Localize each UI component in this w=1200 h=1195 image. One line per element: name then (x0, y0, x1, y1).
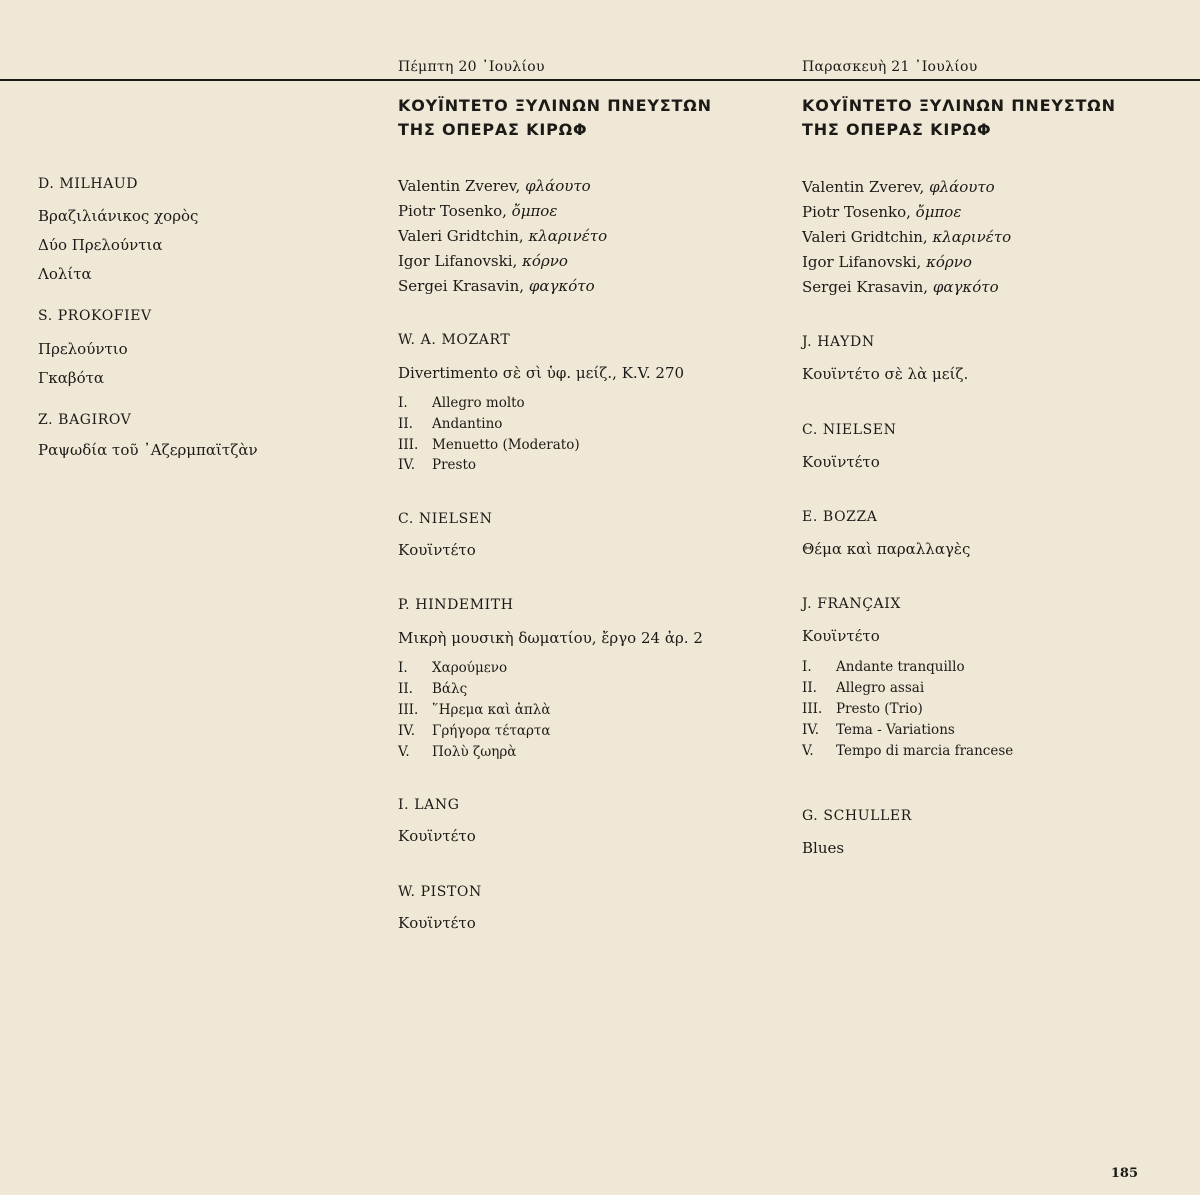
composer: D. MILHAUD (38, 176, 139, 192)
work-title: Κουϊντέτο σὲ λὰ μείζ. (802, 365, 969, 383)
movement: V. Tempo di marcia francese (802, 743, 1014, 759)
work-title: Πρελούντιο (38, 340, 128, 358)
work-title: Δύο Πρελούντια (38, 236, 163, 254)
work-title: Blues (802, 839, 845, 857)
movement: V. Πολὺ ζωηρὰ (398, 744, 517, 760)
ensemble-subtitle: ΤΗΣ ΟΠΕΡΑΣ ΚΙΡΩΦ (802, 120, 992, 139)
movement: III. Presto (Trio) (802, 701, 923, 717)
work-title: Ραψωδία τοῦ ᾽Αζερμπαϊτζὰν (38, 441, 258, 459)
work-title: Κουϊντέτο (802, 627, 880, 645)
composer: C. NIELSEN (398, 511, 493, 527)
performer: Valentin Zverev, φλάουτο (398, 177, 591, 195)
work-title: Λολίτα (38, 265, 92, 283)
composer: S. PROKOFIEV (38, 308, 152, 324)
movement: II. Βάλς (398, 681, 468, 697)
movement: III. Menuetto (Moderato) (398, 437, 580, 453)
work-title: Κουϊντέτο (398, 827, 476, 845)
composer: E. BOZZA (802, 509, 878, 525)
composer: P. HINDEMITH (398, 597, 514, 613)
composer: I. LANG (398, 797, 460, 813)
composer: J. FRANÇAIX (802, 596, 901, 612)
performer: Piotr Tosenko, ὄμποε (802, 203, 962, 221)
page-number: 185 (1110, 1166, 1138, 1181)
performer: Valeri Gridtchin, κλαρινέτο (398, 227, 608, 245)
composer: W. A. MOZART (398, 332, 511, 348)
ensemble-subtitle: ΤΗΣ ΟΠΕΡΑΣ ΚΙΡΩΦ (398, 120, 588, 139)
movement: IV. Γρήγορα τέταρτα (398, 723, 551, 739)
movement: II. Allegro assai (802, 680, 925, 696)
composer: W. PISTON (398, 884, 482, 900)
work-title: Θέμα καὶ παραλλαγὲς (802, 540, 971, 558)
movement: I. Χαρούμενο (398, 660, 508, 676)
performer: Igor Lifanovski, κόρνο (802, 253, 972, 271)
movement: II. Andantino (398, 416, 503, 432)
movement: IV. Presto (398, 457, 477, 473)
right-date: Παρασκευὴ 21 ᾽Ιουλίου (802, 59, 978, 75)
performer: Valeri Gridtchin, κλαρινέτο (802, 228, 1012, 246)
movement: IV. Tema - Variations (802, 722, 955, 738)
movement: I. Allegro molto (398, 395, 525, 411)
composer: C. NIELSEN (802, 422, 897, 438)
performer: Sergei Krasavin, φαγκότο (398, 277, 595, 295)
work-title: Μικρὴ μουσικὴ δωματίου, ἔργο 24 ἀρ. 2 (398, 629, 703, 647)
movement: I. Andante tranquillo (802, 659, 965, 675)
header-rule (0, 79, 1200, 81)
ensemble-title: ΚΟΥΪΝΤΕΤΟ ΞΥΛΙΝΩΝ ΠΝΕΥΣΤΩΝ (802, 96, 1116, 115)
performer: Valentin Zverev, φλάουτο (802, 178, 995, 196)
performer: Piotr Tosenko, ὄμποε (398, 202, 558, 220)
composer: Z. BAGIROV (38, 412, 132, 428)
work-title: Κουϊντέτο (802, 453, 880, 471)
movement: III. ῞Ηρεμα καὶ ἁπλὰ (398, 702, 551, 718)
composer: G. SCHULLER (802, 808, 912, 824)
work-title: Divertimento σὲ σὶ ὑφ. μείζ., K.V. 270 (398, 364, 685, 382)
work-title: Κουϊντέτο (398, 541, 476, 559)
performer: Sergei Krasavin, φαγκότο (802, 278, 999, 296)
middle-date: Πέμπτη 20 ᾽Ιουλίου (398, 59, 545, 75)
performer: Igor Lifanovski, κόρνο (398, 252, 568, 270)
work-title: Βραζιλιάνικος χορὸς (38, 207, 199, 225)
work-title: Γκαβότα (38, 369, 105, 387)
ensemble-title: ΚΟΥΪΝΤΕΤΟ ΞΥΛΙΝΩΝ ΠΝΕΥΣΤΩΝ (398, 96, 712, 115)
composer: J. HAYDN (802, 334, 875, 350)
work-title: Κουϊντέτο (398, 914, 476, 932)
